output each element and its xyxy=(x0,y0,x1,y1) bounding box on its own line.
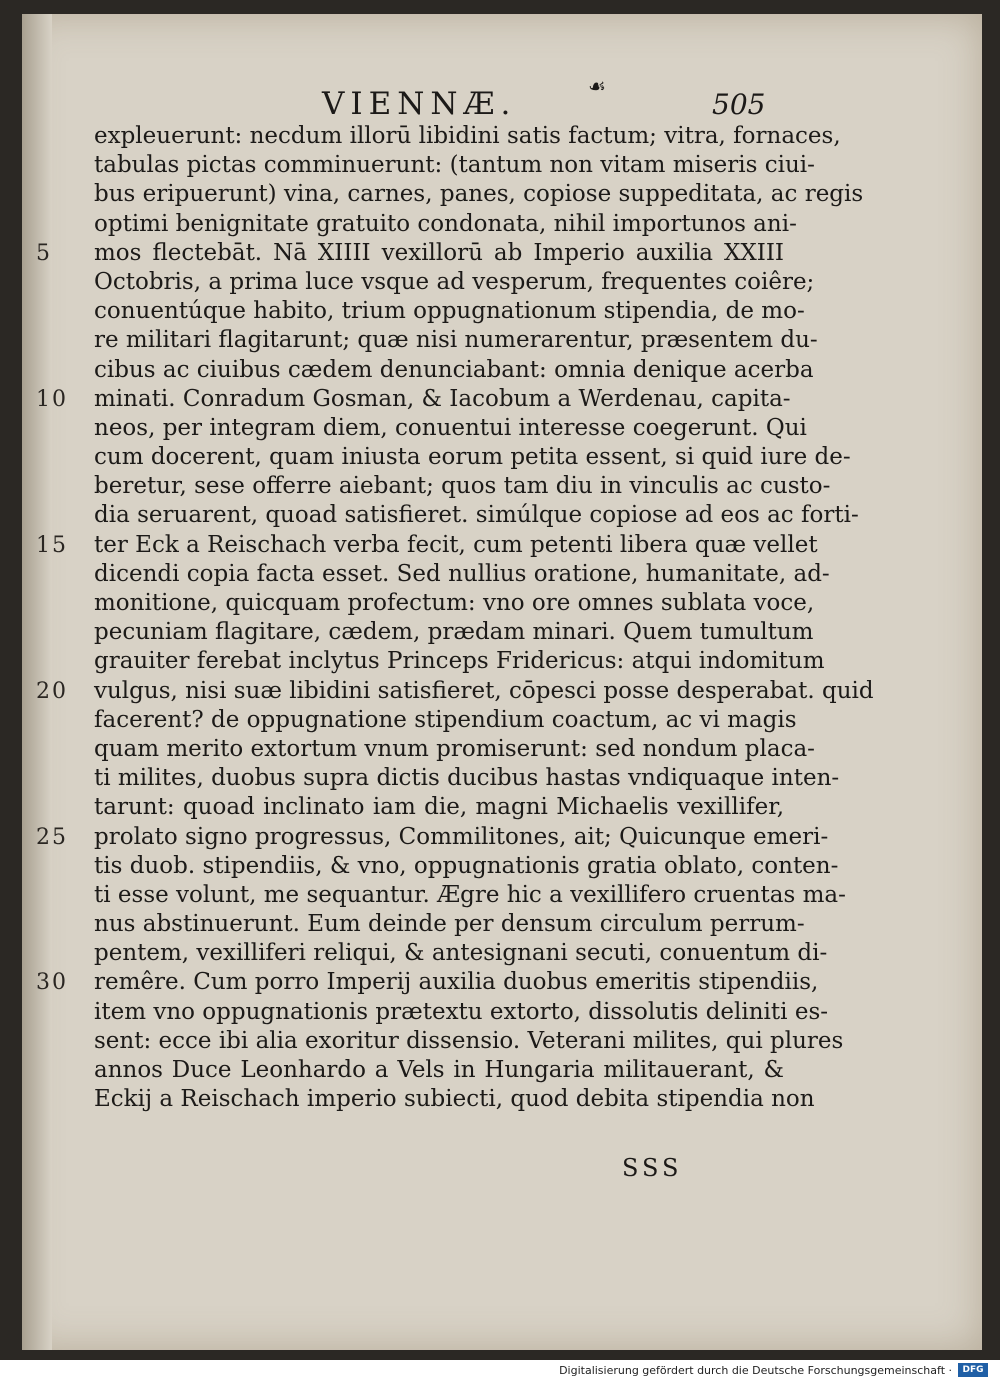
text-line xyxy=(36,677,874,706)
line-text: tarunt: quoad inclinato iam die, magni Michaelis vexillifer, xyxy=(94,794,784,821)
text-line xyxy=(94,210,797,239)
text-line xyxy=(94,180,864,209)
line-text: expleuerunt: necdum illorū libidini satis factum; vitra, fornaces, xyxy=(94,123,841,149)
line-text: tis duob. stipendiis, & vno, oppugnationis gratia oblato, conten- xyxy=(94,852,839,879)
text-line xyxy=(36,531,818,560)
text-line xyxy=(94,472,831,501)
margin-line-number: 15 xyxy=(36,532,68,558)
line-text: beretur, sese offerre aiebant; quos tam diu in vinculis ac custo- xyxy=(94,473,831,500)
text-line xyxy=(36,385,791,414)
text-line xyxy=(94,881,846,910)
text-line xyxy=(94,910,805,939)
footer xyxy=(0,1360,1000,1383)
text-line xyxy=(94,852,839,881)
text-line xyxy=(94,764,840,793)
line-text: tabulas pictas comminuerunt: (tantum non vitam miseris ciui- xyxy=(94,152,815,179)
margin-line-number: 5 xyxy=(36,240,52,266)
footer-credit: Digitalisierung gefördert durch die Deutsche Forschungsgemeinschaft · xyxy=(559,1364,952,1377)
text-line xyxy=(94,560,830,589)
text-line xyxy=(94,326,818,355)
line-text: conuentúque habito, trium oppugnationum stipendia, de mo- xyxy=(94,298,805,325)
text-line xyxy=(94,706,797,735)
line-text: optimi benignitate gratuito condonata, nihil importunos ani- xyxy=(94,210,797,237)
text-line xyxy=(94,501,859,530)
line-text: ter Eck a Reischach verba fecit, cum petenti libera quæ vellet xyxy=(94,531,818,558)
line-text: cibus ac ciuibus cædem denunciabant: omnia denique acerba xyxy=(94,356,814,383)
text-line xyxy=(94,414,807,443)
line-text: vulgus, nisi suæ libidini satisfieret, cōpesci posse desperabat. quid xyxy=(94,677,874,704)
text-line xyxy=(94,1085,815,1114)
line-text: pecuniam flagitare, cædem, prædam minari. Quem tumultum xyxy=(94,619,814,646)
book-page xyxy=(22,14,982,1350)
text-line xyxy=(36,823,829,852)
line-text: grauiter ferebat inclytus Princeps Fridericus: atqui indomitum xyxy=(94,648,825,675)
line-text: ti milites, duobus supra dictis ducibus hastas vndiquaque inten- xyxy=(94,765,840,792)
margin-line-number: 25 xyxy=(36,824,68,850)
text-line xyxy=(94,647,825,676)
text-line xyxy=(94,1027,844,1056)
text-line xyxy=(94,735,815,764)
line-text: prolato signo progressus, Commilitones, ait; Quicunque emeri- xyxy=(94,823,829,850)
line-text: quam merito extortum vnum promiserunt: sed nondum placa- xyxy=(94,735,815,762)
running-title: VIENNÆ. xyxy=(322,86,517,122)
line-text: neos, per integram diem, conuentui interesse coegerunt. Qui xyxy=(94,414,807,441)
margin-line-number: 20 xyxy=(36,678,68,704)
text-line xyxy=(94,1056,784,1085)
text-line xyxy=(94,618,814,647)
line-text: dicendi copia facta esset. Sed nullius oratione, humanitate, ad- xyxy=(94,560,830,587)
line-text: facerent? de oppugnatione stipendium coactum, ac vi magis xyxy=(94,706,797,733)
text-line xyxy=(94,268,815,297)
text-line xyxy=(36,968,819,997)
text-line xyxy=(94,443,851,472)
line-text: re militari flagitarunt; quæ nisi numerarentur, præsentem du- xyxy=(94,327,818,354)
line-text: pentem, vexilliferi reliqui, & antesignani secuti, conuentum di- xyxy=(94,940,828,967)
text-line xyxy=(94,151,815,180)
margin-line-number: 10 xyxy=(36,386,68,412)
line-text: nus abstinuerunt. Eum deinde per densum circulum perrum- xyxy=(94,911,805,938)
text-line xyxy=(36,239,784,268)
line-text: annos Duce Leonhardo a Vels in Hungaria militauerant, & xyxy=(94,1057,784,1083)
signature-mark: SSS xyxy=(622,1154,683,1182)
line-text: monitione, quicquam profectum: vno ore omnes sublata voce, xyxy=(94,590,815,616)
line-text: item vno oppugnationis prætextu extorto, dissolutis deliniti es- xyxy=(94,998,829,1025)
text-line xyxy=(94,589,815,618)
text-line xyxy=(94,793,784,822)
page-number: 505 xyxy=(712,88,766,121)
text-line xyxy=(94,998,829,1027)
line-text: sent: ecce ibi alia exoritur dissensio. Veterani milites, qui plures xyxy=(94,1027,844,1054)
line-text: cum docerent, quam iniusta eorum petita essent, si quid iure de- xyxy=(94,444,851,471)
text-block xyxy=(36,122,874,1114)
text-line xyxy=(94,939,828,968)
line-text: dia seruarent, quoad satisfieret. simúlque copiose ad eos ac forti- xyxy=(94,502,859,529)
text-line xyxy=(94,356,814,385)
margin-line-number: 30 xyxy=(36,970,68,996)
text-line xyxy=(94,297,805,326)
line-text: minati. Conradum Gosman, & Iacobum a Werdenau, capita- xyxy=(94,385,791,412)
text-line xyxy=(94,122,841,151)
line-text: mos flectebāt. Nā XIIII vexillorū ab Imperio auxilia XXIII xyxy=(94,239,784,266)
line-text: remêre. Cum porro Imperij auxilia duobus emeritis stipendiis, xyxy=(94,969,819,996)
line-text: Eckij a Reischach imperio subiecti, quod debita stipendia non xyxy=(94,1086,815,1113)
line-text: Octobris, a prima luce vsque ad vesperum, frequentes coiêre; xyxy=(94,268,815,295)
line-text: bus eripuerunt) vina, carnes, panes, copiose suppeditata, ac regis xyxy=(94,181,864,208)
ornament-icon: ☙ xyxy=(588,74,606,98)
line-text: ti esse volunt, me sequantur. Ægre hic a vexillifero cruentas ma- xyxy=(94,881,846,908)
dfg-logo-icon: DFG xyxy=(958,1363,988,1377)
